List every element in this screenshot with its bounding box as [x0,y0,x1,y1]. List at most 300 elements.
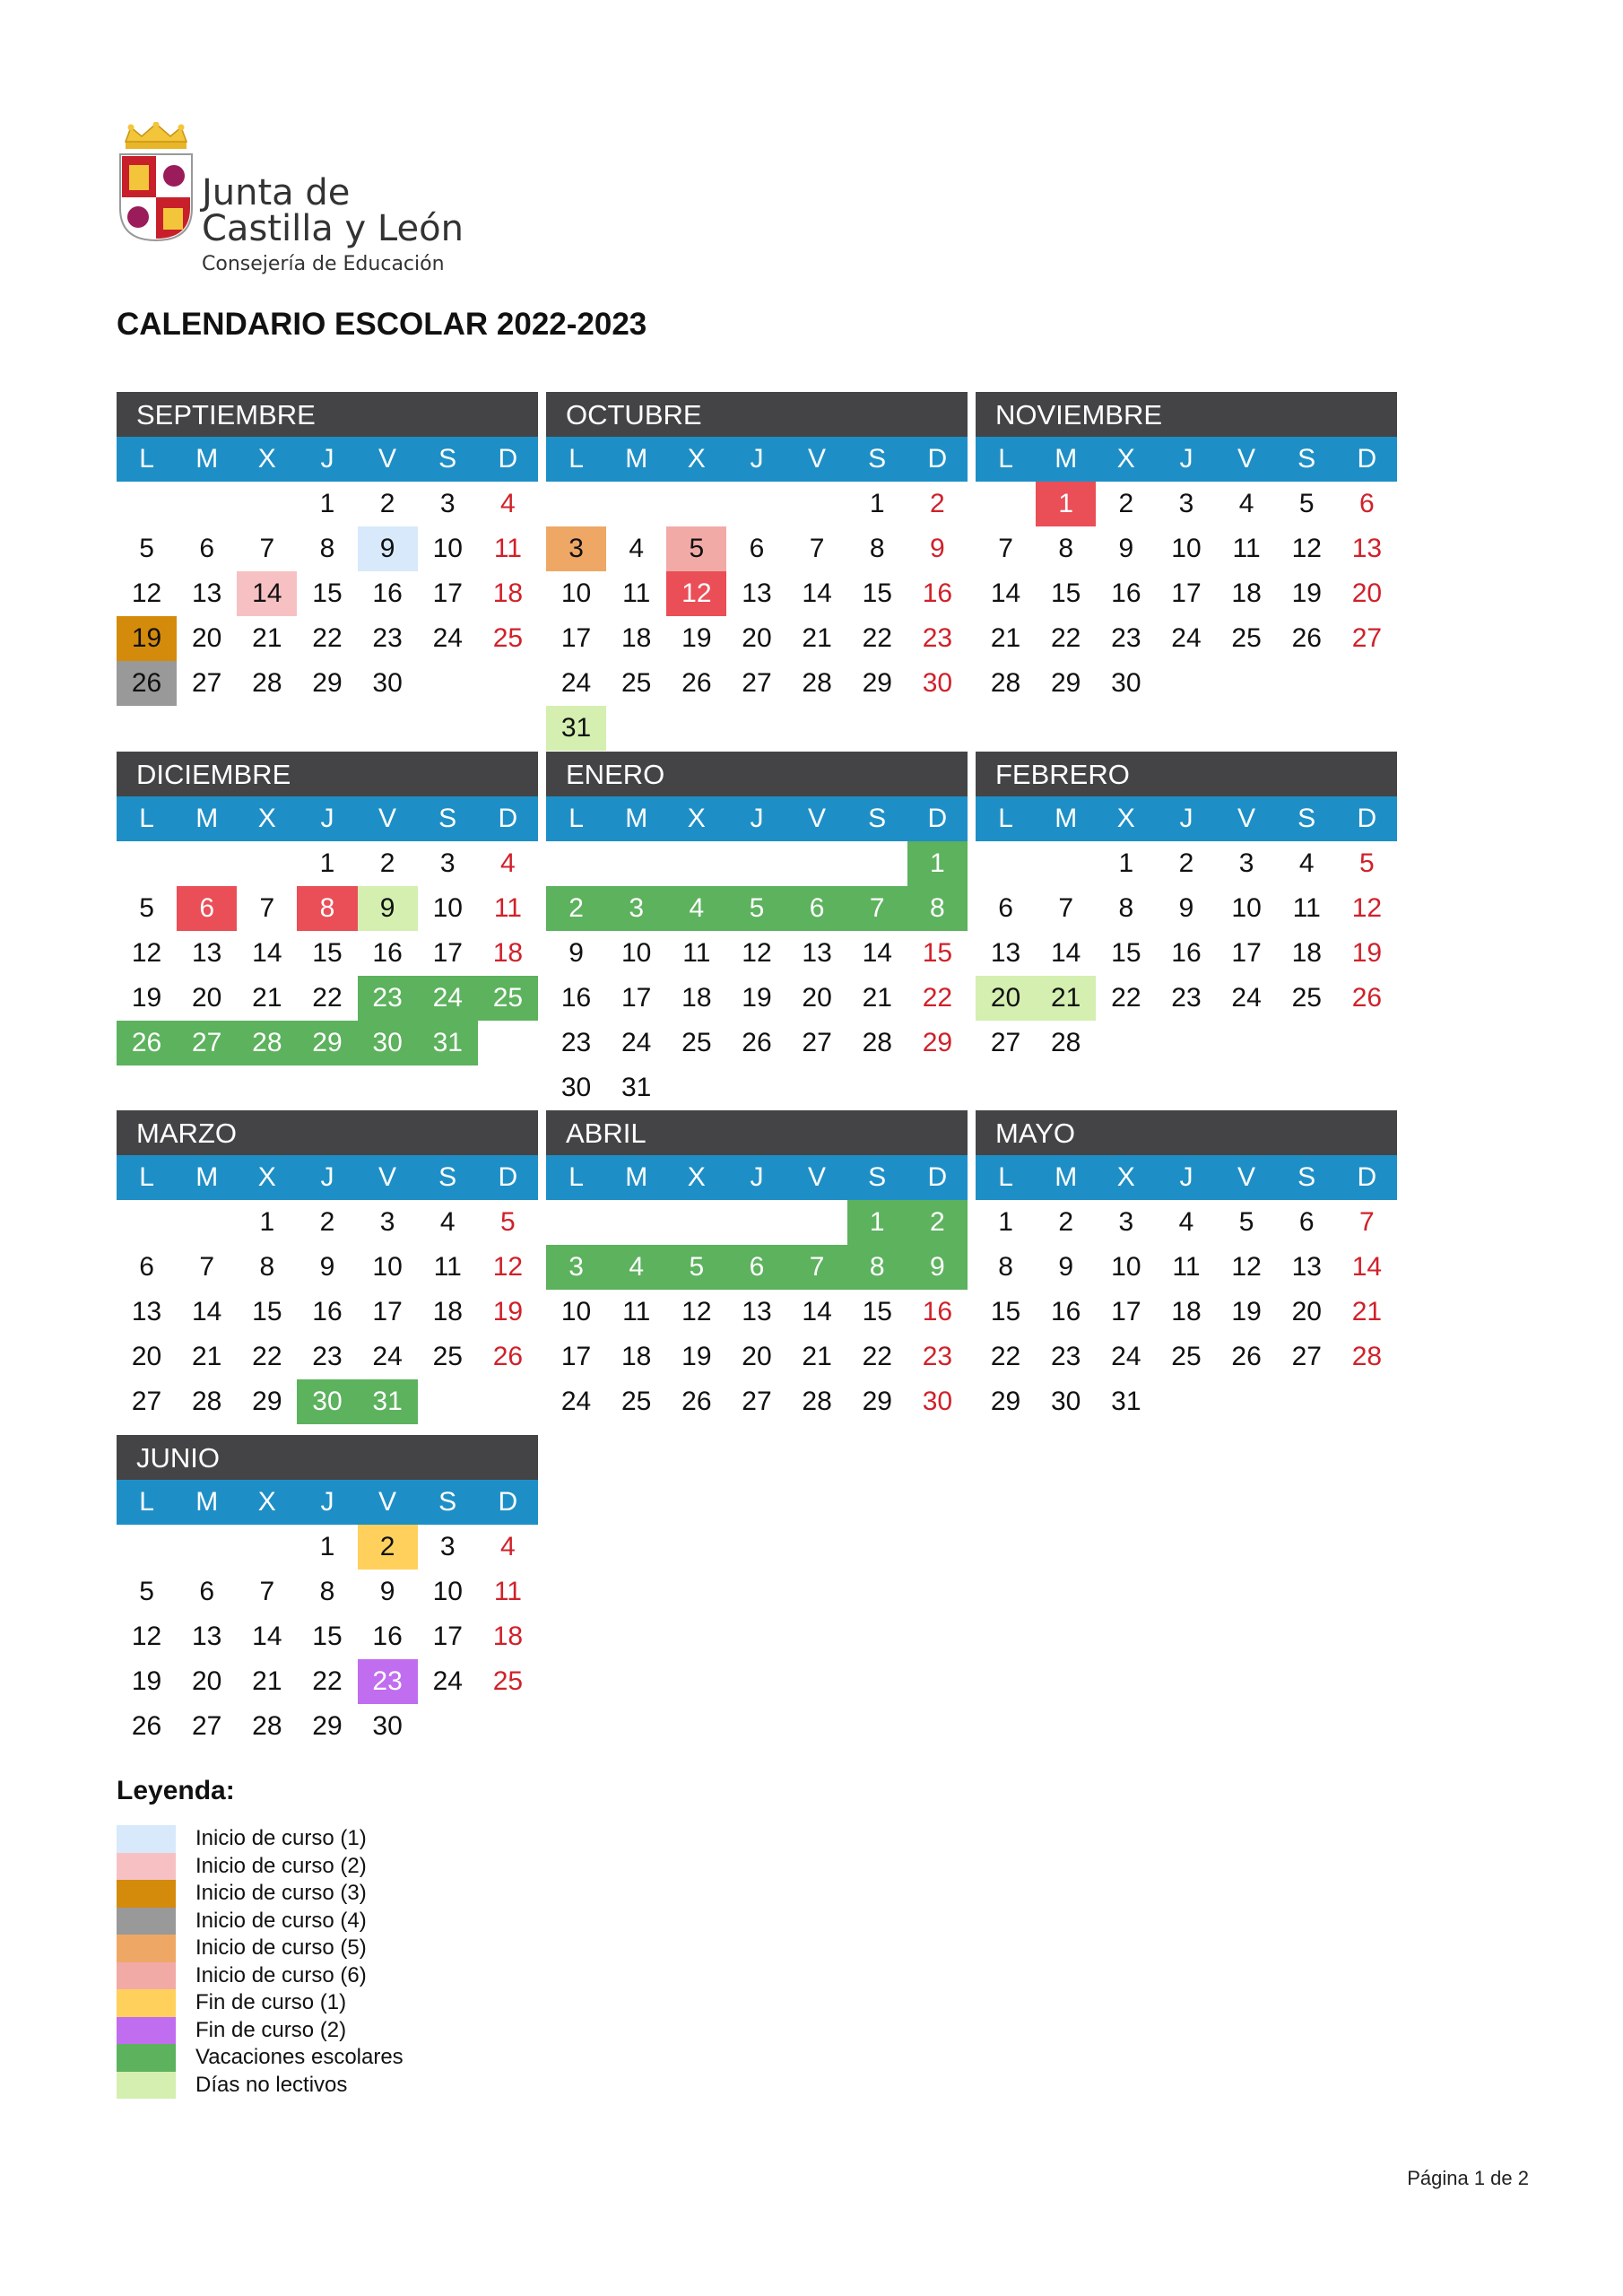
weekday-label: V [1237,804,1256,833]
legend-label: Inicio de curso (4) [195,1908,367,1933]
day-cell: 11 [622,578,651,608]
day-cell: 9 [1058,1252,1074,1282]
legend-swatch [117,1908,176,1935]
weekday-label: X [1116,1162,1135,1192]
weekday-label: X [257,444,276,474]
day-cell: 12 [742,938,772,968]
day-cell: 15 [922,938,953,968]
day-cell: 22 [252,1342,282,1371]
day-cell: 2 [907,1200,968,1245]
day-cell: 30 [560,1073,592,1102]
day-cell: 25 [681,1028,712,1057]
day-cell: 28 [802,668,832,698]
day-cell: 30 [922,668,953,698]
day-cell: 13 [1291,1252,1322,1282]
day-cell: 4 [500,489,516,518]
day-cell: 18 [1231,578,1262,608]
day-cell: 6 [1298,1207,1315,1237]
day-cell: 28 [802,1387,832,1416]
day-cell: 5 [666,1245,726,1290]
day-cell: 14 [1351,1252,1383,1282]
legend-label: Inicio de curso (6) [195,1962,367,1987]
day-cell: 13 [990,938,1021,968]
day-cell: 23 [372,623,403,653]
day-cell: 11 [1232,534,1261,563]
legend-swatch [117,1962,176,1990]
weekday-label: V [1237,444,1256,474]
legend-swatch [117,1853,176,1881]
month-enero [546,752,968,1110]
day-cell: 13 [1351,534,1383,563]
day-cell: 22 [990,1342,1021,1371]
weekday-label: D [927,444,948,474]
day-cell: 9 [379,1577,395,1606]
weekday-label: D [927,1162,948,1192]
day-cell: 29 [312,668,343,698]
day-cell: 18 [492,1622,524,1651]
day-cell: 22 [862,1342,892,1371]
day-cell: 24 [432,1666,463,1696]
day-cell: 22 [1051,623,1081,653]
day-cell: 11 [493,893,522,923]
day-cell: 21 [252,623,282,653]
day-cell: 11 [433,1252,462,1282]
day-cell: 3 [546,1245,606,1290]
day-cell: 5 [139,534,154,563]
weekday-label: J [1179,1162,1193,1192]
legend-label: Vacaciones escolares [195,2045,404,2069]
legend-swatch [117,1825,176,1853]
day-cell: 2 [358,1525,418,1570]
day-cell: 19 [492,1297,524,1326]
day-cell: 15 [1111,938,1141,968]
day-cell: 1 [319,1532,335,1561]
day-cell: 17 [1171,578,1202,608]
day-cell: 22 [312,983,343,1013]
day-cell: 17 [621,983,652,1013]
day-cell: 19 [131,983,162,1013]
day-cell: 2 [319,1207,335,1237]
legend-title: Leyenda: [117,1776,235,1805]
weekday-label: L [998,1162,1013,1192]
day-cell: 8 [1118,893,1134,923]
day-cell: 3 [1238,848,1254,878]
weekday-header [976,796,1397,841]
day-cell: 8 [319,534,335,563]
crown-icon [120,122,192,152]
month-febrero [976,752,1397,1065]
day-cell: 25 [1171,1342,1202,1371]
day-cell: 10 [1231,893,1262,923]
day-cell: 18 [681,983,712,1013]
day-cell: 15 [990,1297,1021,1326]
weekday-label: J [1179,444,1193,474]
weekday-label: J [320,444,334,474]
month-noviembre [976,392,1397,706]
weekday-label: S [438,804,457,833]
weekday-label: D [498,804,518,833]
weekday-header [117,437,538,482]
day-cell: 15 [862,1297,892,1326]
day-cell: 27 [742,668,772,698]
day-cell: 9 [930,534,945,563]
day-cell: 18 [1291,938,1322,968]
day-cell: 17 [432,938,463,968]
day-cell: 26 [1351,983,1383,1013]
day-cell: 14 [802,578,832,608]
day-cell: 2 [1058,1207,1074,1237]
day-cell: 3 [606,886,666,931]
day-cell: 4 [1298,848,1315,878]
weekday-label: V [1237,1162,1256,1192]
day-cell: 25 [1291,983,1322,1013]
weekday-label: V [378,1487,397,1517]
weekday-label: V [378,444,397,474]
day-cell: 4 [666,886,726,931]
weekday-label: S [438,1162,457,1192]
day-cell: 21 [252,1666,282,1696]
day-cell: 8 [319,1577,335,1606]
day-cell: 24 [560,668,592,698]
day-cell: 1 [319,848,335,878]
day-cell: 31 [546,706,606,751]
weekday-label: J [320,1162,334,1192]
weekday-label: V [808,1162,827,1192]
day-cell: 20 [1351,578,1383,608]
day-cell: 16 [922,1297,953,1326]
day-cell: 12 [131,578,162,608]
legend-swatch [117,2044,176,2072]
day-cell: 3 [1118,1207,1134,1237]
day-cell: 17 [1111,1297,1141,1326]
day-cell: 2 [1118,489,1134,518]
day-cell: 19 [1231,1297,1262,1326]
coat-of-arms-icon [118,152,194,242]
weekday-label: S [868,804,887,833]
day-cell: 19 [742,983,772,1013]
day-cell: 28 [990,668,1021,698]
day-cell: 15 [312,1622,343,1651]
legend-label: Inicio de curso (3) [195,1881,367,1905]
day-cell: 25 [621,668,652,698]
day-cell: 9 [1178,893,1194,923]
day-cell: 13 [131,1297,162,1326]
day-cell: 20 [742,623,772,653]
weekday-label: D [927,804,948,833]
day-cell: 6 [139,1252,154,1282]
day-cell: 8 [998,1252,1013,1282]
day-cell: 10 [1111,1252,1141,1282]
day-cell: 8 [907,886,968,931]
day-cell: 16 [312,1297,343,1326]
day-cell: 15 [312,938,343,968]
day-cell: 31 [621,1073,652,1102]
month-abril [546,1110,968,1424]
day-cell: 12 [131,1622,162,1651]
day-cell: 5 [139,1577,154,1606]
day-cell: 26 [117,1021,177,1065]
day-cell: 5 [1238,1207,1254,1237]
day-cell: 16 [372,578,403,608]
day-cell: 5 [500,1207,516,1237]
weekday-label: M [195,804,219,833]
weekday-header [976,1155,1397,1200]
day-cell: 30 [358,1021,418,1065]
day-cell: 28 [192,1387,222,1416]
day-cell: 2 [379,848,395,878]
month-diciembre [117,752,538,1065]
day-cell: 3 [1178,489,1194,518]
day-cell: 7 [259,893,275,923]
day-cell: 6 [726,1245,786,1290]
page-number: Página 1 de 2 [1407,2167,1529,2189]
day-cell: 11 [622,1297,651,1326]
day-cell: 24 [1171,623,1202,653]
day-cell: 23 [358,1659,418,1704]
weekday-label: M [625,444,648,474]
month-name: ENERO [546,752,968,796]
day-cell: 24 [1231,983,1262,1013]
day-cell: 26 [492,1342,524,1371]
month-mayo [976,1110,1397,1424]
day-cell: 7 [259,534,275,563]
day-cell: 27 [131,1387,162,1416]
day-cell: 26 [1291,623,1322,653]
logo-text-line2: Castilla y León [202,208,464,249]
day-cell: 25 [432,1342,463,1371]
weekday-label: X [1116,444,1135,474]
day-cell: 5 [726,886,786,931]
day-cell: 30 [1051,1387,1081,1416]
day-cell: 29 [922,1028,953,1057]
month-septiembre [117,392,538,706]
day-cell: 1 [1118,848,1134,878]
month-junio [117,1435,538,1749]
day-cell: 7 [1058,893,1074,923]
day-cell: 28 [252,1711,282,1741]
day-cell: 5 [666,526,726,571]
day-cell: 28 [862,1028,892,1057]
weekday-label: S [1298,804,1316,833]
day-cell: 19 [131,1666,162,1696]
day-cell: 2 [379,489,395,518]
day-cell: 10 [560,1297,592,1326]
day-cell: 12 [1291,534,1322,563]
weekday-label: J [1179,804,1193,833]
day-cell: 8 [1058,534,1074,563]
day-cell: 21 [1351,1297,1383,1326]
day-cell: 10 [432,534,463,563]
day-cell: 7 [199,1252,215,1282]
month-name: JUNIO [117,1435,538,1480]
day-cell: 4 [629,534,645,563]
day-cell: 20 [1291,1297,1322,1326]
weekday-label: J [320,1487,334,1517]
day-cell: 19 [681,623,712,653]
day-cell: 14 [252,938,282,968]
day-cell: 7 [259,1577,275,1606]
weekday-label: L [998,444,1013,474]
day-cell: 4 [1178,1207,1194,1237]
legend-label: Fin de curso (1) [195,1990,347,2014]
month-name: DICIEMBRE [117,752,538,796]
day-cell: 10 [372,1252,403,1282]
day-cell: 16 [1171,938,1202,968]
weekday-label: X [257,1487,276,1517]
day-cell: 27 [192,1711,222,1741]
weekday-label: L [139,1487,154,1517]
day-cell: 13 [742,578,772,608]
day-cell: 12 [666,571,726,616]
day-cell: 14 [192,1297,222,1326]
month-name: MARZO [117,1110,538,1155]
day-cell: 27 [1351,623,1383,653]
day-cell: 23 [560,1028,592,1057]
day-cell: 19 [681,1342,712,1371]
day-cell: 9 [358,886,418,931]
weekday-label: X [687,444,706,474]
day-cell: 13 [192,578,222,608]
weekday-label: S [1298,1162,1316,1192]
day-cell: 6 [177,886,237,931]
day-cell: 1 [259,1207,275,1237]
day-cell: 23 [358,976,418,1021]
weekday-label: S [1298,444,1316,474]
day-cell: 16 [1111,578,1141,608]
month-name: ABRIL [546,1110,968,1155]
day-cell: 1 [847,1200,907,1245]
day-cell: 6 [749,534,765,563]
day-cell: 3 [439,489,456,518]
day-cell: 9 [568,938,584,968]
day-cell: 29 [297,1021,357,1065]
day-cell: 26 [742,1028,772,1057]
day-cell: 11 [682,938,711,968]
day-cell: 26 [131,1711,162,1741]
legend-label: Inicio de curso (2) [195,1853,367,1878]
day-cell: 7 [809,534,825,563]
day-cell: 18 [492,578,524,608]
weekday-label: L [139,444,154,474]
legend-swatch [117,1989,176,2017]
day-cell: 4 [500,848,516,878]
weekday-label: M [195,1487,219,1517]
day-cell: 11 [1172,1252,1201,1282]
day-cell: 23 [1051,1342,1081,1371]
day-cell: 9 [358,526,418,571]
weekday-label: S [868,1162,887,1192]
weekday-header [117,1155,538,1200]
day-cell: 15 [862,578,892,608]
day-cell: 19 [1291,578,1322,608]
day-cell: 14 [237,571,297,616]
weekday-label: J [750,1162,764,1192]
day-cell: 20 [192,1666,222,1696]
weekday-label: V [378,1162,397,1192]
day-cell: 7 [998,534,1013,563]
day-cell: 22 [922,983,953,1013]
logo [117,117,493,278]
day-cell: 9 [1118,534,1134,563]
weekday-header [117,1480,538,1525]
weekday-label: L [568,804,584,833]
weekday-label: J [750,804,764,833]
weekday-header [976,437,1397,482]
day-cell: 20 [192,983,222,1013]
day-cell: 3 [379,1207,395,1237]
day-cell: 21 [802,623,832,653]
day-cell: 29 [990,1387,1021,1416]
day-cell: 10 [1171,534,1202,563]
day-cell: 19 [117,616,177,661]
day-cell: 21 [862,983,892,1013]
day-cell: 22 [1111,983,1141,1013]
day-cell: 26 [681,1387,712,1416]
day-cell: 6 [998,893,1013,923]
day-cell: 30 [372,1711,403,1741]
legend-swatch [117,2072,176,2100]
weekday-header [546,437,968,482]
day-cell: 20 [742,1342,772,1371]
day-cell: 10 [560,578,592,608]
day-cell: 29 [312,1711,343,1741]
day-cell: 18 [492,938,524,968]
weekday-label: L [568,444,584,474]
day-cell: 8 [869,534,885,563]
month-name: MAYO [976,1110,1397,1155]
day-cell: 3 [439,1532,456,1561]
day-cell: 1 [869,489,885,518]
day-cell: 7 [787,1245,847,1290]
legend-label: Fin de curso (2) [195,2017,347,2042]
day-cell: 1 [319,489,335,518]
weekday-label: S [438,444,457,474]
weekday-label: L [139,1162,154,1192]
day-cell: 28 [1351,1342,1383,1371]
weekday-label: X [687,804,706,833]
day-cell: 10 [621,938,652,968]
legend-swatch [117,1880,176,1908]
weekday-label: X [257,1162,276,1192]
day-cell: 23 [1111,623,1141,653]
weekday-label: X [257,804,276,833]
day-cell: 26 [1231,1342,1262,1371]
day-cell: 15 [252,1297,282,1326]
day-cell: 27 [802,1028,832,1057]
day-cell: 25 [1231,623,1262,653]
month-name: OCTUBRE [546,392,968,437]
legend-swatch [117,2017,176,2045]
month-name: NOVIEMBRE [976,392,1397,437]
logo-subtitle: Consejería de Educación [202,253,445,275]
day-cell: 27 [742,1387,772,1416]
day-cell: 22 [312,623,343,653]
weekday-label: M [625,1162,648,1192]
day-cell: 17 [432,578,463,608]
day-cell: 29 [252,1387,282,1416]
day-cell: 17 [372,1297,403,1326]
day-cell: 22 [862,623,892,653]
day-cell: 19 [1351,938,1383,968]
weekday-header [546,796,968,841]
day-cell: 24 [621,1028,652,1057]
weekday-label: V [378,804,397,833]
weekday-label: D [498,444,518,474]
day-cell: 6 [1359,489,1375,518]
day-cell: 11 [493,534,522,563]
day-cell: 1 [998,1207,1013,1237]
day-cell: 24 [418,976,478,1021]
